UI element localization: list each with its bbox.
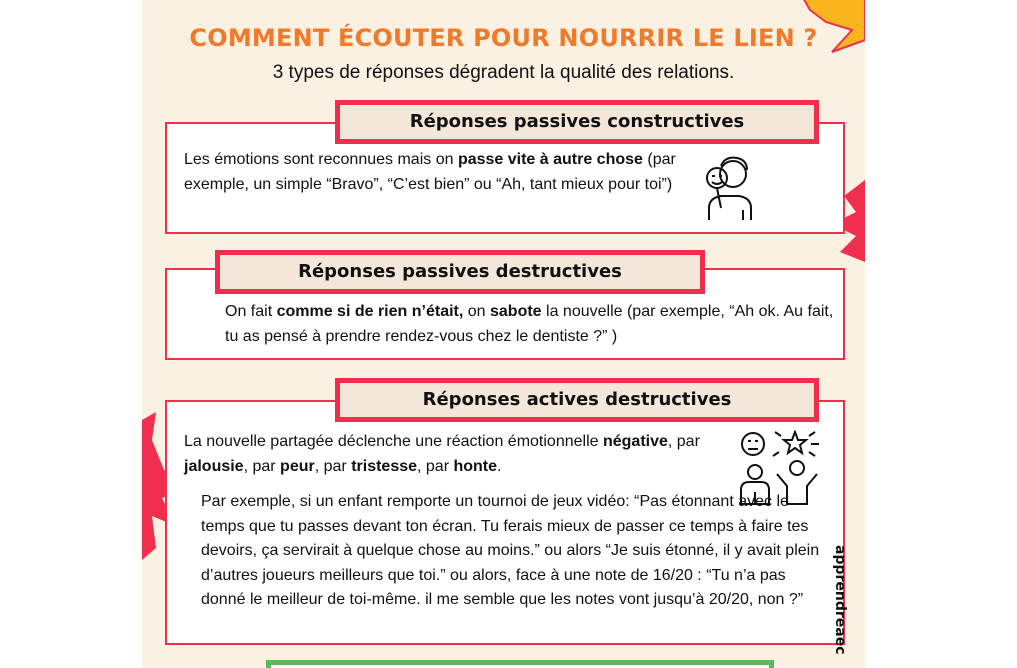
section-active-destructive-example: Par exemple, si un enfant remporte un tournoi de jeux vidéo: “Pas étonnant avec le temps que tu passes devant ton écran. Tu ferais mieux de passer ce temps à faire tes devoirs, ça servirait à quelque chose au moins.” ou alors “Je suis étonné, il y avait plein d’autres joueurs meilleurs que toi.” ou alors, face à une note de 16/20 : “Tu n’a pas donné le meilleur de toi-même. il me semble que les notes vont jusqu’à 20/20, non ?” — [201, 493, 820, 608]
page-title: COMMENT ÉCOUTER POUR NOURRIR LE LIEN ? — [189, 24, 818, 52]
section-active-destructive-box — [165, 400, 845, 645]
section-passive-constructive-text: Les émotions sont reconnues mais on passe vite à autre chose (par exemple, un simple “Bravo”, “C’est bien” ou “Ah, tant mieux pour toi”) — [184, 151, 676, 193]
section-active-destructive-text: La nouvelle partagée déclenche une réaction émotionnelle négative, par jalousie, par peur, par tristesse, par honte. — [184, 433, 700, 475]
side-website-text: apprendreaec — [832, 545, 848, 655]
section-passive-constructive-label: Réponses passives constructives — [335, 100, 819, 144]
page-subtitle: 3 types de réponses dégradent la qualité des relations. — [272, 62, 735, 83]
section-passive-destructive-text: On fait comme si de rien n’était, on sabote la nouvelle (par exemple, “Ah ok. Au fait, tu as pensé à prendre rendez-vous chez le dentiste ?” ) — [225, 303, 834, 345]
next-section-box-green — [266, 660, 774, 668]
infographic-page — [142, 0, 865, 668]
section-passive-destructive-label: Réponses passives destructives — [215, 250, 705, 294]
masked-person-icon — [695, 152, 765, 222]
section-active-destructive-label: Réponses actives destructives — [335, 378, 819, 422]
jealous-persons-icon — [739, 430, 825, 506]
